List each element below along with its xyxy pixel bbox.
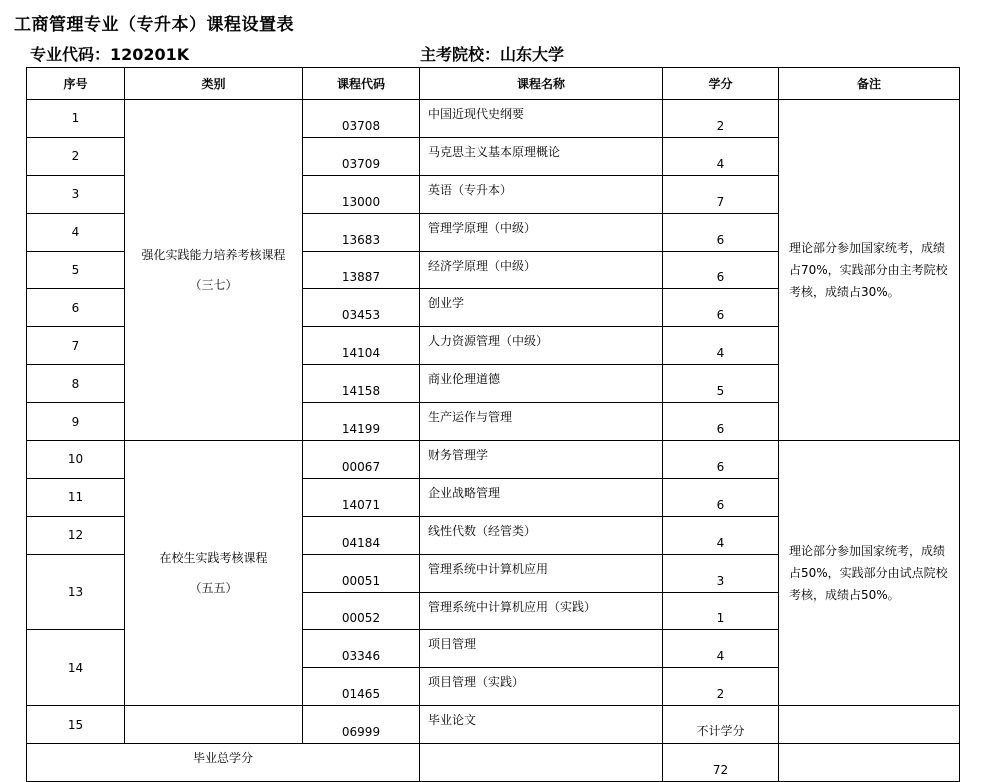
code-cell: 00051 [303,554,420,592]
category-cell [125,100,303,441]
course-table [26,67,960,782]
credit-cell: 4 [663,516,779,554]
header-credit: 学分 [663,68,779,100]
code-cell: 14104 [303,327,420,365]
major-code: 专业代码：120201K [30,45,190,64]
category-sub: （五五） [189,581,238,596]
credit-cell: 6 [663,289,779,327]
header-category: 类别 [125,68,303,100]
credit-cell: 2 [663,668,779,706]
credit-cell: 7 [663,175,779,213]
header-seq: 序号 [27,68,125,100]
seq-cell: 12 [27,516,125,554]
seq-cell: 15 [27,706,125,744]
category-name: 在校生实践考核课程 [159,551,268,566]
name-cell: 企业战略管理 [420,478,663,516]
seq-cell: 11 [27,478,125,516]
total-value: 72 [663,744,779,782]
credit-cell: 4 [663,137,779,175]
seq-cell: 1 [27,100,125,138]
total-empty [420,744,663,782]
host-school: 主考院校：山东大学 [420,45,565,64]
category-cell-empty [125,706,303,744]
name-cell: 英语（专升本） [420,175,663,213]
code-cell: 03709 [303,137,420,175]
name-cell: 商业伦理道德 [420,365,663,403]
code-cell: 06999 [303,706,420,744]
credit-cell: 6 [663,403,779,441]
category-name: 强化实践能力培养考核课程 [141,248,286,262]
code-cell: 03453 [303,289,420,327]
code-cell: 14071 [303,478,420,516]
name-cell: 项目管理（实践） [420,668,663,706]
code-cell: 14158 [303,365,420,403]
code-cell: 13683 [303,213,420,251]
seq-cell: 6 [27,289,125,327]
credit-cell: 3 [663,554,779,592]
note-text: 理论部分参加国家统考，成绩占70%，实践部分由主考院校考核，成绩占30%。 [789,241,948,299]
credit-cell: 6 [663,478,779,516]
code-cell: 13887 [303,251,420,289]
code-cell: 14199 [303,403,420,441]
name-cell: 生产运作与管理 [420,403,663,441]
table-row [27,441,960,479]
name-cell: 项目管理 [420,630,663,668]
name-cell: 中国近现代史纲要 [420,100,663,138]
name-cell: 创业学 [420,289,663,327]
table-row [27,706,960,744]
name-cell: 经济学原理（中级） [420,251,663,289]
header-code: 课程代码 [303,68,420,100]
name-cell: 管理系统中计算机应用 [420,554,663,592]
name-cell: 马克思主义基本原理概论 [420,137,663,175]
header-name: 课程名称 [420,68,663,100]
credit-cell: 2 [663,100,779,138]
seq-cell: 5 [27,251,125,289]
name-cell: 人力资源管理（中级） [420,327,663,365]
header-note: 备注 [779,68,960,100]
code-cell: 13000 [303,175,420,213]
code-cell: 01465 [303,668,420,706]
name-cell: 毕业论文 [420,706,663,744]
credit-cell: 6 [663,213,779,251]
name-cell: 线性代数（经管类） [420,516,663,554]
seq-cell: 8 [27,365,125,403]
seq-cell: 9 [27,403,125,441]
category-sub: （三七） [189,278,238,292]
note-text: 理论部分参加国家统考，成绩占50%，实践部分由试点院校考核，成绩占50%。 [789,544,948,603]
credit-cell: 6 [663,441,779,479]
name-cell: 管理学原理（中级） [420,213,663,251]
credit-cell: 6 [663,251,779,289]
credit-cell: 5 [663,365,779,403]
page-title: 工商管理专业（专升本）课程设置表 [14,15,294,35]
name-cell: 管理系统中计算机应用（实践） [420,592,663,630]
category-cell [125,441,303,706]
code-cell: 03708 [303,100,420,138]
code-cell: 04184 [303,516,420,554]
code-cell: 00067 [303,441,420,479]
table-row [27,100,960,138]
total-row [27,744,960,782]
seq-cell: 10 [27,441,125,479]
header-row [27,68,960,100]
code-cell: 03346 [303,630,420,668]
seq-cell: 14 [27,630,125,706]
seq-cell: 7 [27,327,125,365]
note-cell [779,441,960,706]
code-cell: 00052 [303,592,420,630]
credit-cell: 4 [663,327,779,365]
seq-cell: 3 [27,175,125,213]
credit-cell: 1 [663,592,779,630]
seq-cell: 2 [27,137,125,175]
credit-cell: 4 [663,630,779,668]
seq-cell: 13 [27,554,125,630]
name-cell: 财务管理学 [420,441,663,479]
seq-cell: 4 [27,213,125,251]
total-note-empty [779,744,960,782]
credit-cell: 不计学分 [663,706,779,744]
total-label: 毕业总学分 [27,744,420,782]
note-cell [779,100,960,441]
note-cell-empty [779,706,960,744]
